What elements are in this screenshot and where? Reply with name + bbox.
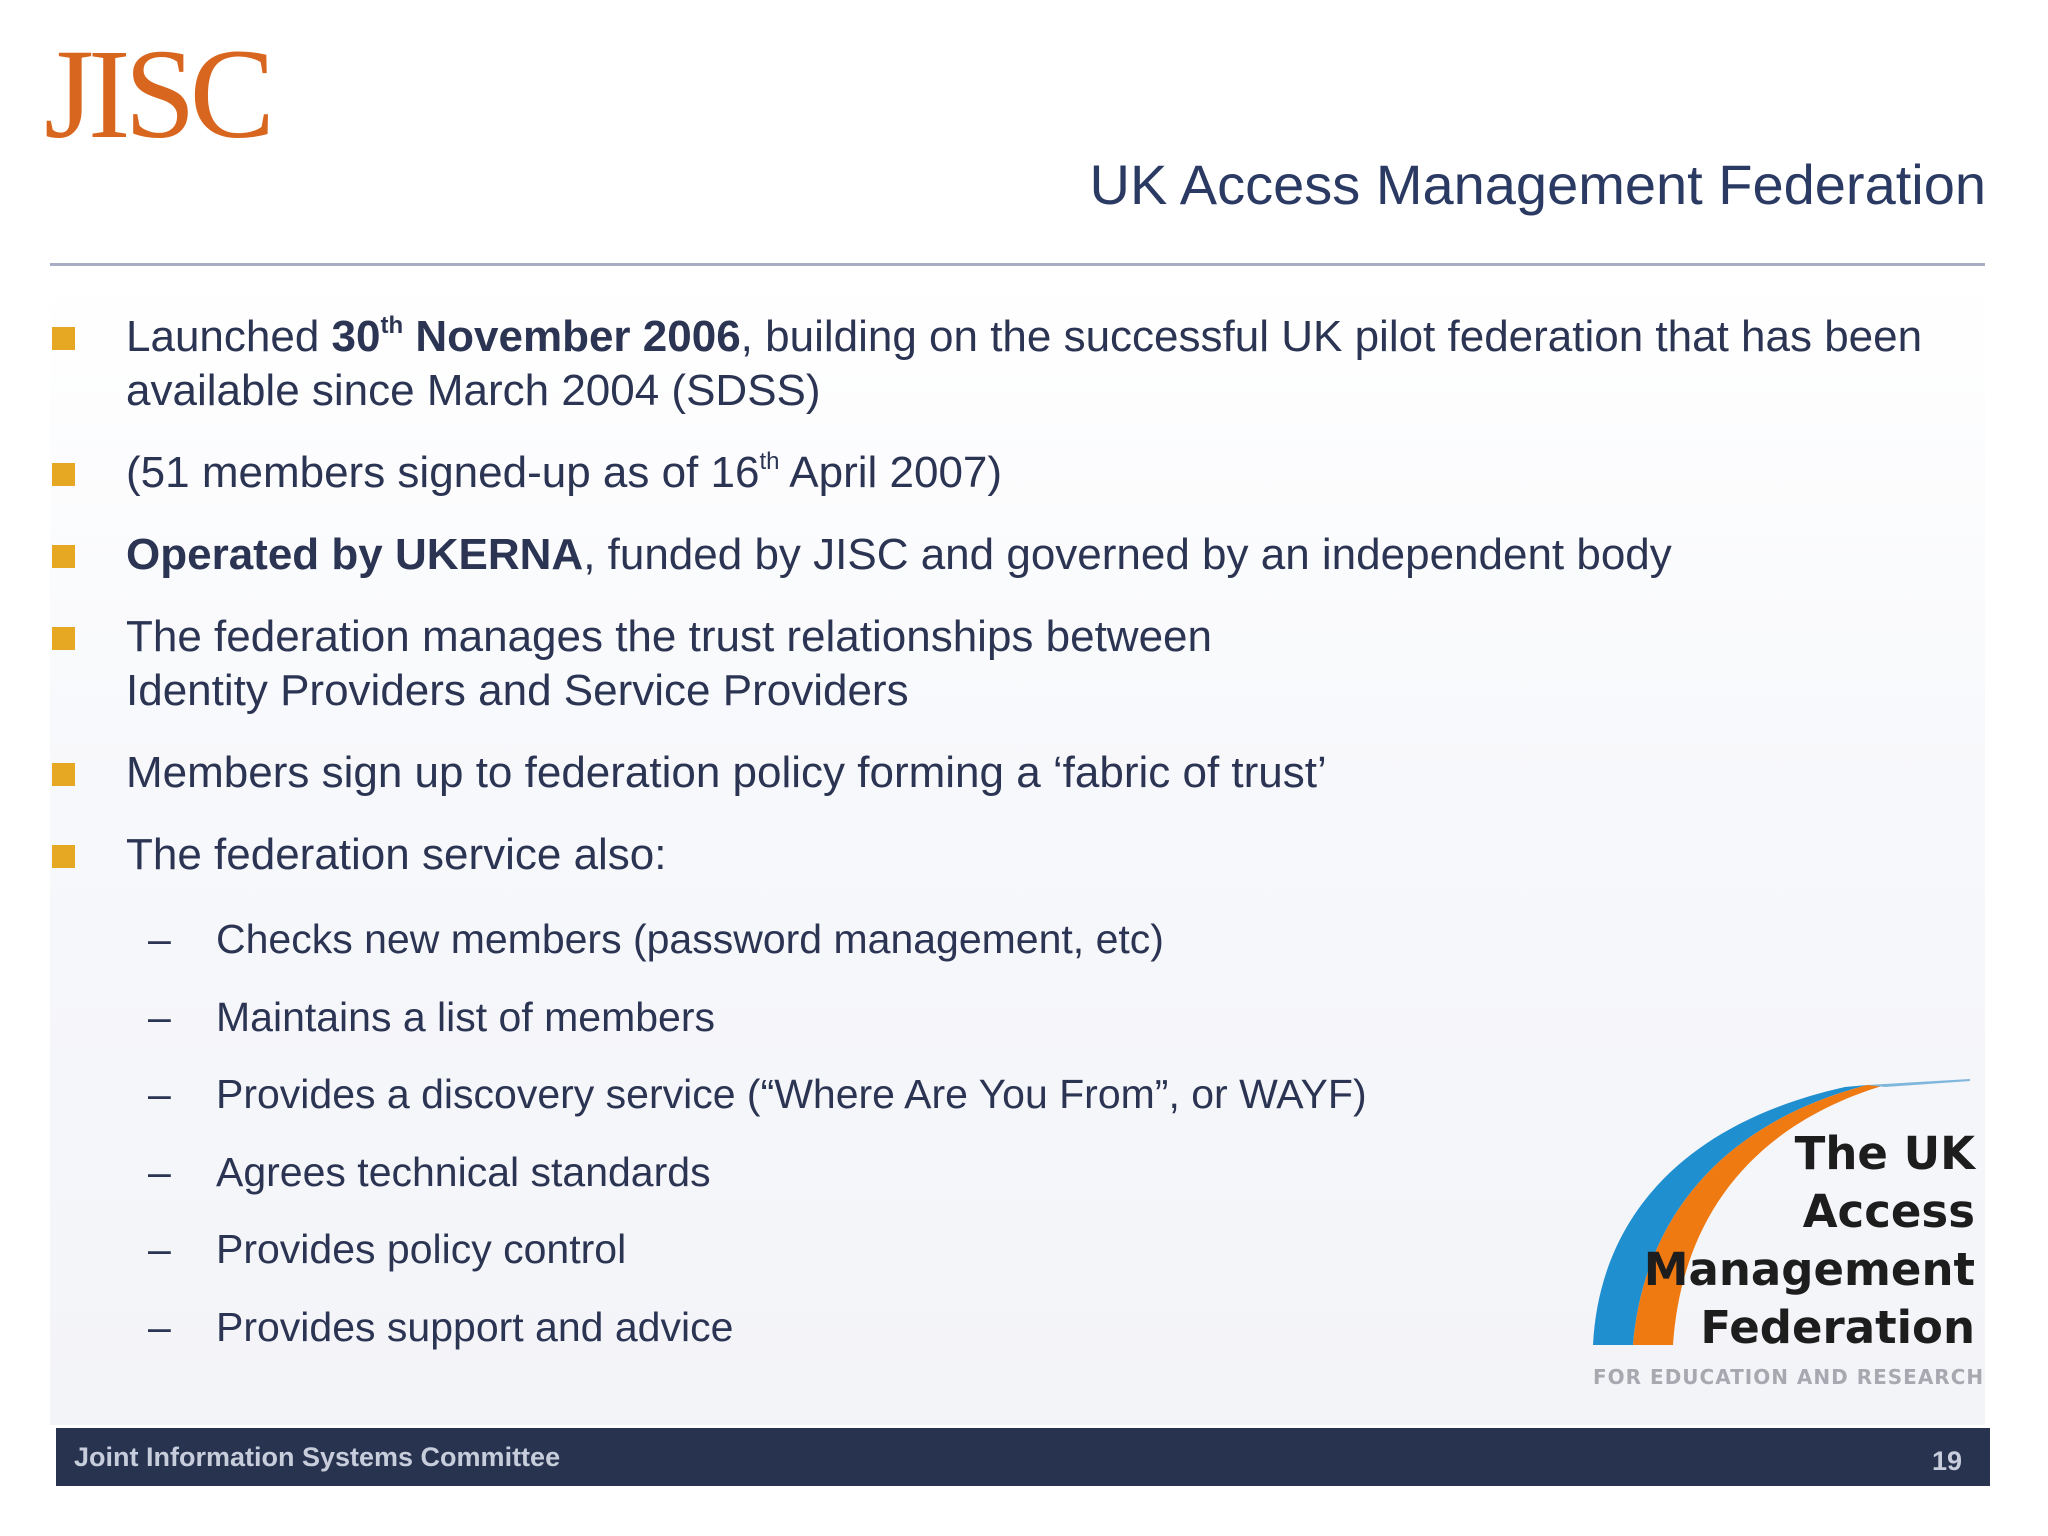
bullet-list — [52, 310, 1952, 910]
bullet-marker-icon — [52, 545, 75, 568]
ukamf-line: Access — [1802, 1185, 1975, 1238]
sub-bullet-item — [148, 1068, 1367, 1120]
slide-title: UK Access Management Federation — [1089, 153, 1986, 216]
bullet-text-operated: Operated by UKERNA, funded by JISC and governed by an independent body — [126, 530, 1672, 579]
bullet-item — [52, 310, 1952, 418]
sub-bullet-text: Provides a discovery service (“Where Are You From”, or WAYF) — [216, 1071, 1367, 1117]
ukamf-line: Federation — [1700, 1301, 1975, 1354]
bullet-text-launched: Launched 30th November 2006, building on the successful UK pilot federation that has been available since March 2004 (SDSS) — [126, 312, 1923, 415]
ukamf-line: The UK — [1794, 1127, 1975, 1180]
bullet-marker-icon — [52, 763, 75, 786]
sub-bullet-text: Agrees technical standards — [216, 1148, 711, 1195]
dash-icon: – — [148, 1071, 171, 1117]
sub-bullet-item — [148, 991, 1367, 1043]
dash-icon: – — [148, 1148, 171, 1195]
sub-bullet-item — [148, 913, 1367, 965]
bullet-item — [52, 828, 1952, 882]
bullet-item — [52, 746, 1952, 800]
sub-bullet-item — [148, 1146, 1367, 1198]
bullet-text-service: The federation service also: — [126, 830, 667, 879]
sub-bullet-item — [148, 1223, 1367, 1275]
bullet-text-policy: Members sign up to federation policy forming a ‘fabric of trust’ — [126, 748, 1327, 797]
jisc-logo: JISC — [44, 23, 269, 165]
bullet-text-members: (51 members signed-up as of 16th April 2007) — [126, 448, 1003, 497]
page-number: 19 — [1931, 1446, 1962, 1476]
bullet-marker-icon — [52, 845, 75, 868]
sub-bullet-text: Checks new members (password management, etc) — [216, 916, 1164, 962]
bullet-item — [52, 446, 1952, 500]
ukamf-logo — [1585, 1075, 1985, 1395]
sub-bullet-list — [148, 913, 1367, 1378]
bullet-marker-icon — [52, 327, 75, 350]
ukamf-tagline: FOR EDUCATION AND RESEARCH — [1593, 1365, 1985, 1389]
bullet-marker-icon — [52, 627, 75, 650]
ukamf-wordmark — [1644, 1125, 1975, 1357]
bullet-item — [52, 528, 1952, 582]
dash-icon: – — [148, 993, 171, 1040]
sub-bullet-text: Provides support and advice — [216, 1303, 734, 1350]
dash-icon: – — [148, 1226, 171, 1272]
footer-organization: Joint Information Systems Committee — [74, 1442, 561, 1472]
bullet-text-trust: The federation manages the trust relationships between Identity Providers and Service Providers — [126, 612, 1212, 715]
sub-bullet-item — [148, 1301, 1367, 1353]
ukamf-line: Management — [1643, 1243, 1975, 1296]
footer-bar — [56, 1428, 1990, 1486]
bullet-item — [52, 610, 1952, 718]
dash-icon: – — [148, 1303, 171, 1350]
bullet-marker-icon — [52, 463, 75, 486]
sub-bullet-text: Provides policy control — [216, 1226, 627, 1272]
sub-bullet-text: Maintains a list of members — [216, 993, 716, 1040]
title-divider — [50, 263, 1985, 266]
dash-icon: – — [148, 916, 171, 962]
